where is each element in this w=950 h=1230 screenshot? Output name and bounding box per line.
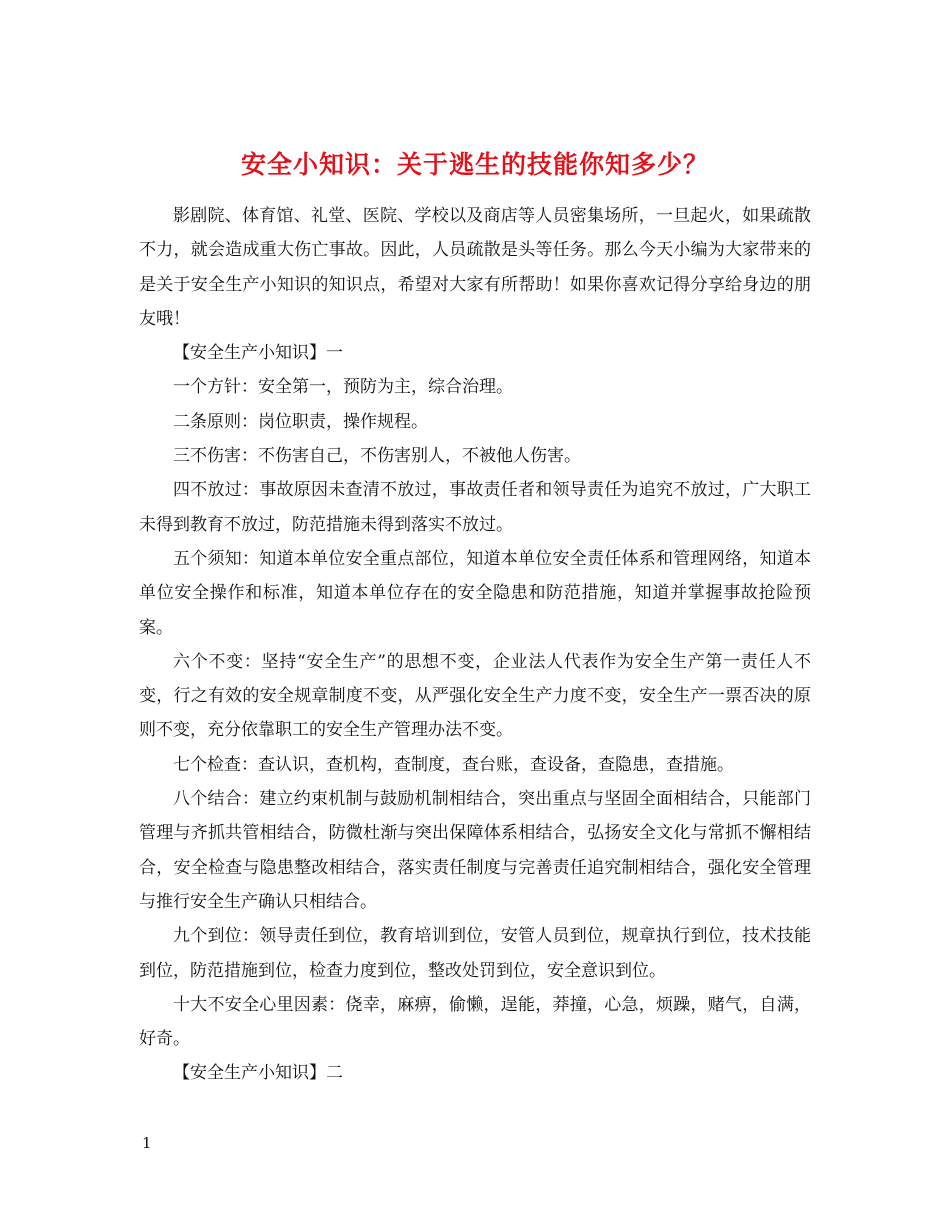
paragraph-ten-factors: 十大不安全心里因素：侥幸，麻痹，偷懒，逞能，莽撞，心急，烦躁，赌气，自满，好奇。 — [139, 994, 811, 1050]
paragraph-six-unchanged: 六个不变：坚持“安全生产”的思想不变，企业法人代表作为安全生产第一责任人不变，行之有效的安全规章制度不变，从严强化安全生产力度不变，安全生产一票否决的原则不变，充分依靠职工的安全生产管理办法不变。 — [139, 651, 811, 741]
paragraph-intro: 影剧院、体育馆、礼堂、医院、学校以及商店等人员密集场所，一旦起火，如果疏散不力，就会造成重大伤亡事故。因此，人员疏散是头等任务。那么今天小编为大家带来的是关于安全生产小知识的知识点，希望对大家有所帮助！如果你喜欢记得分享给身边的朋友哦！ — [139, 206, 811, 329]
document-title: 安全小知识：关于逃生的技能你知多少？ — [240, 149, 709, 179]
paragraph-eight-combinations: 八个结合：建立约束机制与鼓励机制相结合，突出重点与坚固全面相结合，只能部门管理与齐抓共管相结合，防微杜渐与突出保障体系相结合，弘扬安全文化与常抓不懈相结合，安全检查与隐患整改相结合，落实责任制度与完善责任追究制相结合，强化安全管理与推行安全生产确认只相结合。 — [139, 789, 811, 912]
section-heading-one: 【安全生产小知识】一 — [173, 343, 343, 364]
paragraph-two-rules: 二条原则：岗位职责，操作规程。 — [173, 411, 428, 432]
paragraph-four-no-release: 四不放过：事故原因未查清不放过，事故责任者和领导责任为追究不放过，广大职工未得到教育不放过，防范措施未得到落实不放过。 — [139, 480, 811, 535]
page-number: 1 — [142, 1134, 152, 1152]
paragraph-seven-checks: 七个检查：查认识，查机构，查制度，查台账，查设备，查隐患，查措施。 — [173, 754, 734, 775]
section-heading-two: 【安全生产小知识】二 — [173, 1063, 343, 1084]
paragraph-one-principle: 一个方针：安全第一，预防为主，综合治理。 — [173, 377, 513, 398]
paragraph-nine-in-place: 九个到位：领导责任到位，教育培训到位，安管人员到位，规章执行到位，技术技能到位，防范措施到位，检查力度到位，整改处罚到位，安全意识到位。 — [139, 926, 811, 981]
document-body — [139, 199, 811, 1091]
paragraph-three-no-harm: 三不伤害：不伤害自己，不伤害别人，不被他人伤害。 — [173, 446, 581, 467]
paragraph-five-must-know: 五个须知：知道本单位安全重点部位，知道本单位安全责任体系和管理网络，知道本单位安全操作和标准，知道本单位存在的安全隐患和防范措施，知道并掌握事故抢险预案。 — [139, 548, 811, 638]
